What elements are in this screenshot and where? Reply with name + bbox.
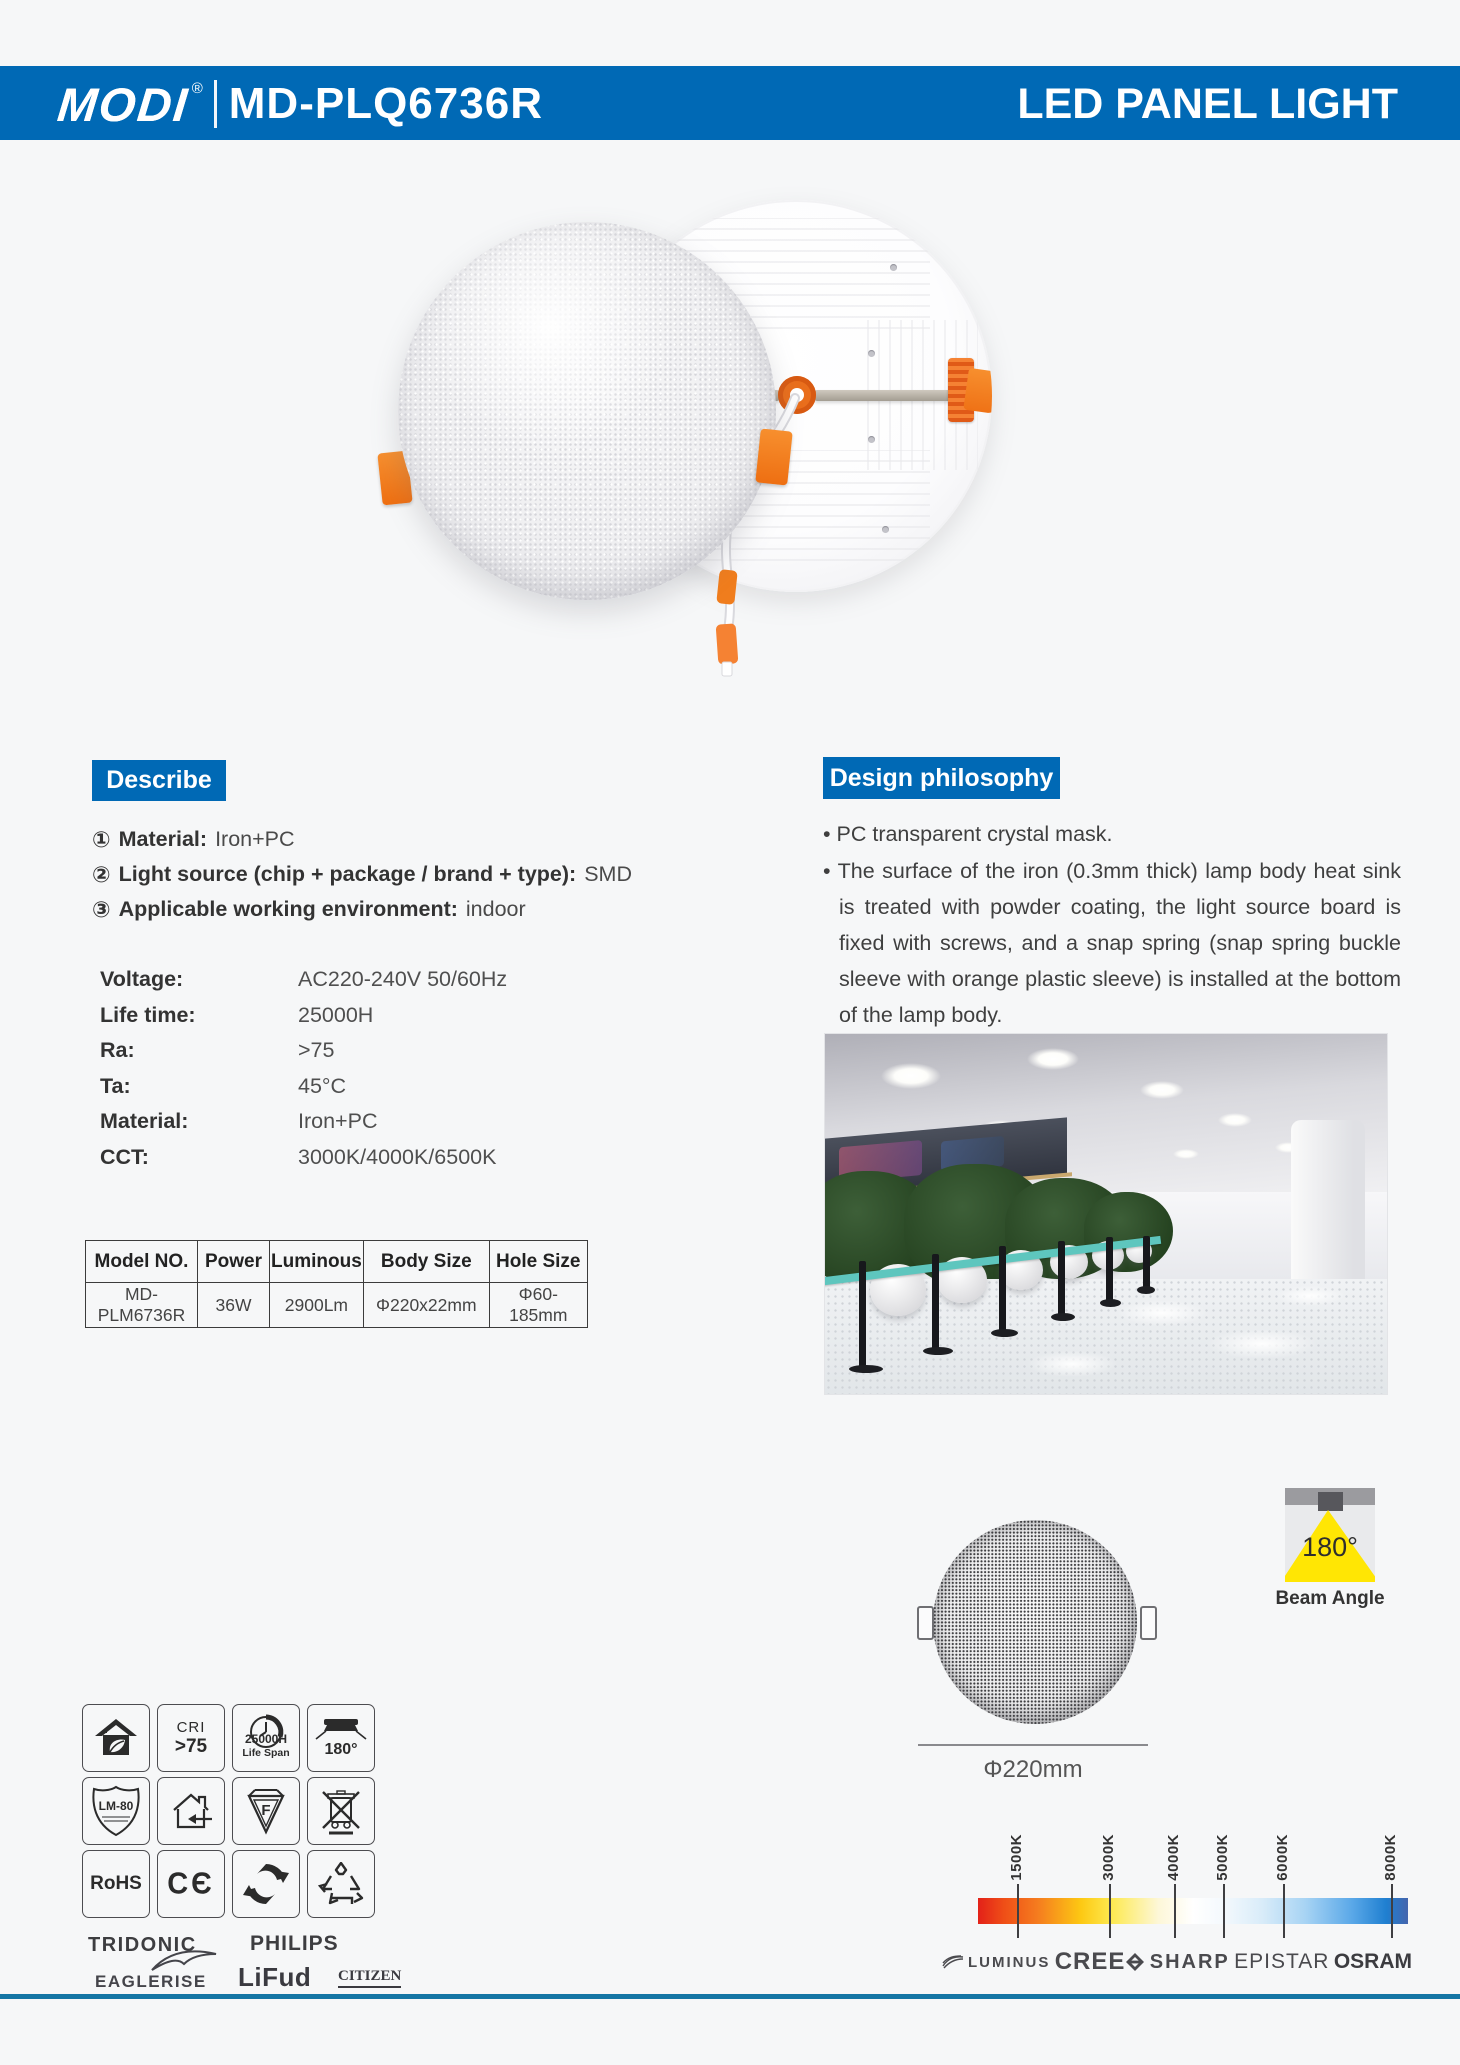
screw xyxy=(882,526,889,533)
ce-text: CЄ xyxy=(167,1866,215,1901)
beam-180-icon xyxy=(307,1704,375,1772)
spec-row xyxy=(100,962,660,998)
cct-tick xyxy=(1017,1884,1019,1938)
spec-row xyxy=(100,1069,660,1105)
table-row xyxy=(86,1283,588,1328)
describe-item xyxy=(92,822,732,857)
brand-epistar: EPISTAR xyxy=(1234,1950,1330,1973)
spec-row xyxy=(100,1104,660,1140)
cri-icon xyxy=(157,1704,225,1772)
cell-hole-size: Φ60-185mm xyxy=(489,1283,587,1328)
registered-mark: ® xyxy=(191,79,203,97)
design-title-text: Design philosophy xyxy=(829,763,1054,792)
describe-list xyxy=(92,822,732,927)
stanchion-post xyxy=(1058,1241,1065,1317)
brand-cree xyxy=(1055,1948,1146,1976)
screw xyxy=(868,350,875,357)
cct-label: 6000K xyxy=(1274,1834,1292,1881)
spec-label: CCT: xyxy=(100,1144,149,1169)
cct-tick xyxy=(1109,1884,1111,1938)
design-bullet-list xyxy=(823,816,1401,1034)
item-label: Applicable working environment: xyxy=(118,897,458,921)
item-value: SMD xyxy=(584,862,632,886)
stanchion-base xyxy=(1100,1299,1121,1307)
cct-tick xyxy=(1391,1884,1393,1938)
item-label: Light source (chip + package / brand + type): xyxy=(118,862,577,886)
footer-divider xyxy=(0,1994,1460,1999)
col-header-luminous: Luminous xyxy=(270,1241,364,1283)
cct-tick xyxy=(1223,1884,1225,1938)
spec-value: >75 xyxy=(298,1038,335,1063)
col-header-body-size: Body Size xyxy=(363,1241,489,1283)
col-header-hole-size: Hole Size xyxy=(489,1241,587,1283)
cell-model: MD-PLM6736R xyxy=(86,1283,198,1328)
spec-value: 45°C xyxy=(298,1073,347,1098)
indoor-use-icon xyxy=(157,1777,225,1845)
item-label: Material: xyxy=(118,827,208,851)
cct-tick xyxy=(1283,1884,1285,1938)
cct-label: 5000K xyxy=(1214,1834,1232,1881)
beam-angle-icon xyxy=(1285,1488,1375,1582)
beam-angle-label: Beam Angle xyxy=(1275,1588,1385,1609)
stanchion-post xyxy=(859,1261,866,1369)
cell-body-size: Φ220x22mm xyxy=(363,1283,489,1328)
spec-label: Ta: xyxy=(100,1073,131,1098)
item-number: ② xyxy=(92,861,111,887)
lifespan-icon xyxy=(232,1704,300,1772)
recycle-icon xyxy=(307,1850,375,1918)
design-section-title xyxy=(823,757,1060,799)
describe-title-text: Describe xyxy=(106,766,212,794)
product-type-title: LED PANEL LIGHT xyxy=(1017,80,1398,128)
describe-item xyxy=(92,857,732,892)
wire-grommet-hole xyxy=(790,388,804,402)
mounting-clip xyxy=(755,428,792,485)
stanchion-base xyxy=(1051,1313,1075,1321)
lm80-icon xyxy=(82,1777,150,1845)
dimension-line xyxy=(918,1744,1148,1746)
svg-text:LM-80: LM-80 xyxy=(98,1799,134,1813)
green-dot-icon xyxy=(232,1850,300,1918)
item-number: ③ xyxy=(92,896,111,922)
cct-label: 8000K xyxy=(1381,1834,1399,1881)
floor-reflection xyxy=(1027,1351,1117,1377)
dimension-label: Φ220mm xyxy=(983,1756,1083,1783)
screw xyxy=(868,436,875,443)
drawing-clip-right xyxy=(1140,1606,1157,1640)
design-bullet: • PC transparent crystal mask. xyxy=(823,822,1113,846)
weee-icon xyxy=(307,1777,375,1845)
describe-item xyxy=(92,892,732,927)
spec-value: Iron+PC xyxy=(298,1109,378,1134)
spec-row xyxy=(100,1140,660,1176)
design-bullet: • The surface of the iron (0.3mm thick) lamp body heat sink is treated with powder coating, the light source board is fixed with screws, and a snap spring (snap spring buckle sleeve with orange plastic sleeve) is installed at the bottom of the lamp body. xyxy=(823,859,1401,1027)
brand-philips: PHILIPS xyxy=(250,1932,339,1955)
model-spec-table xyxy=(85,1240,588,1328)
svg-text:F: F xyxy=(261,1802,271,1819)
energy-class-icon xyxy=(232,1777,300,1845)
stanchion-post xyxy=(932,1254,939,1351)
ce-icon xyxy=(157,1850,225,1918)
spec-value: 3000K/4000K/6500K xyxy=(298,1144,497,1169)
top-strip xyxy=(0,0,1460,66)
spec-row xyxy=(100,1033,660,1069)
cri-value: >75 xyxy=(174,1735,208,1757)
cct-gradient-bar xyxy=(978,1898,1408,1924)
panel-front-view xyxy=(398,222,776,600)
photo-pillar xyxy=(1291,1120,1364,1300)
eco-home-icon xyxy=(82,1704,150,1772)
item-value: indoor xyxy=(465,897,526,921)
cct-scale xyxy=(978,1818,1408,1943)
luminus-icon xyxy=(942,1955,964,1969)
col-header-power: Power xyxy=(198,1241,270,1283)
citizen-text: CITIZEN xyxy=(338,1968,402,1984)
floor-reflection xyxy=(1275,1286,1345,1306)
cri-text: CRI xyxy=(176,1718,206,1736)
model-number: MD-PLQ6736R xyxy=(228,79,543,128)
cct-tick xyxy=(1174,1884,1176,1938)
drawing-clip-left xyxy=(917,1606,934,1640)
brand-sharp: SHARP xyxy=(1149,1950,1230,1973)
table-header-row xyxy=(86,1241,588,1283)
brand-lockup xyxy=(55,77,543,131)
cct-label: 1500K xyxy=(1007,1834,1025,1881)
application-photo xyxy=(825,1034,1387,1394)
lifespan-hours: 25000H xyxy=(244,1732,288,1746)
spec-value: AC220-240V 50/60Hz xyxy=(298,967,508,992)
cree-icon xyxy=(1125,1952,1145,1972)
brand-eaglerise: EAGLERISE xyxy=(95,1972,207,1991)
beam-180-text: 180° xyxy=(324,1741,358,1758)
downlight-shape xyxy=(1318,1492,1343,1511)
stanchion-post xyxy=(1143,1236,1150,1290)
spring-bar-right xyxy=(814,390,956,401)
cree-text: CREE xyxy=(1054,1948,1126,1975)
spec-label: Material: xyxy=(100,1109,189,1134)
brand-lifud: LiFud xyxy=(238,1962,312,1992)
rohs-text: RoHS xyxy=(90,1873,142,1894)
stanchion-post xyxy=(1106,1237,1113,1302)
chip-brand-row xyxy=(942,1948,1412,1976)
recessed-light xyxy=(881,1063,941,1089)
cell-luminous: 2900Lm xyxy=(270,1283,364,1328)
describe-section-title xyxy=(92,760,226,801)
brand-citizen xyxy=(338,1968,401,1988)
cct-label: 4000K xyxy=(1164,1834,1182,1881)
rohs-icon xyxy=(82,1850,150,1918)
col-header-model: Model NO. xyxy=(86,1241,198,1283)
luminus-text: LUMINUS xyxy=(968,1953,1051,1971)
spec-list xyxy=(100,962,660,1175)
product-line-drawing xyxy=(933,1520,1137,1724)
spec-label: Voltage: xyxy=(100,967,184,992)
brand-luminus xyxy=(942,1954,1050,1971)
spec-value: 25000H xyxy=(298,1002,374,1027)
brand-logo: MODI xyxy=(55,77,192,131)
brand-tridonic: TRIDONIC xyxy=(88,1934,197,1956)
brand-osram: OSRAM xyxy=(1333,1950,1412,1973)
mounting-clip xyxy=(963,368,992,414)
cct-label: 3000K xyxy=(1100,1834,1118,1881)
spec-label: Life time: xyxy=(100,1002,196,1027)
header-divider xyxy=(214,80,217,128)
cell-power: 36W xyxy=(198,1283,270,1328)
spec-row xyxy=(100,998,660,1034)
spec-label: Ra: xyxy=(100,1038,135,1063)
item-number: ① xyxy=(92,826,111,852)
stanchion-post xyxy=(999,1246,1006,1332)
screw xyxy=(890,264,897,271)
beam-angle-value: 180° xyxy=(1302,1532,1358,1562)
recessed-light xyxy=(1140,1081,1184,1099)
lifespan-caption: Life Span xyxy=(242,1747,290,1759)
item-value: Iron+PC xyxy=(215,827,295,851)
eagle-logo-icon xyxy=(150,1948,220,1972)
